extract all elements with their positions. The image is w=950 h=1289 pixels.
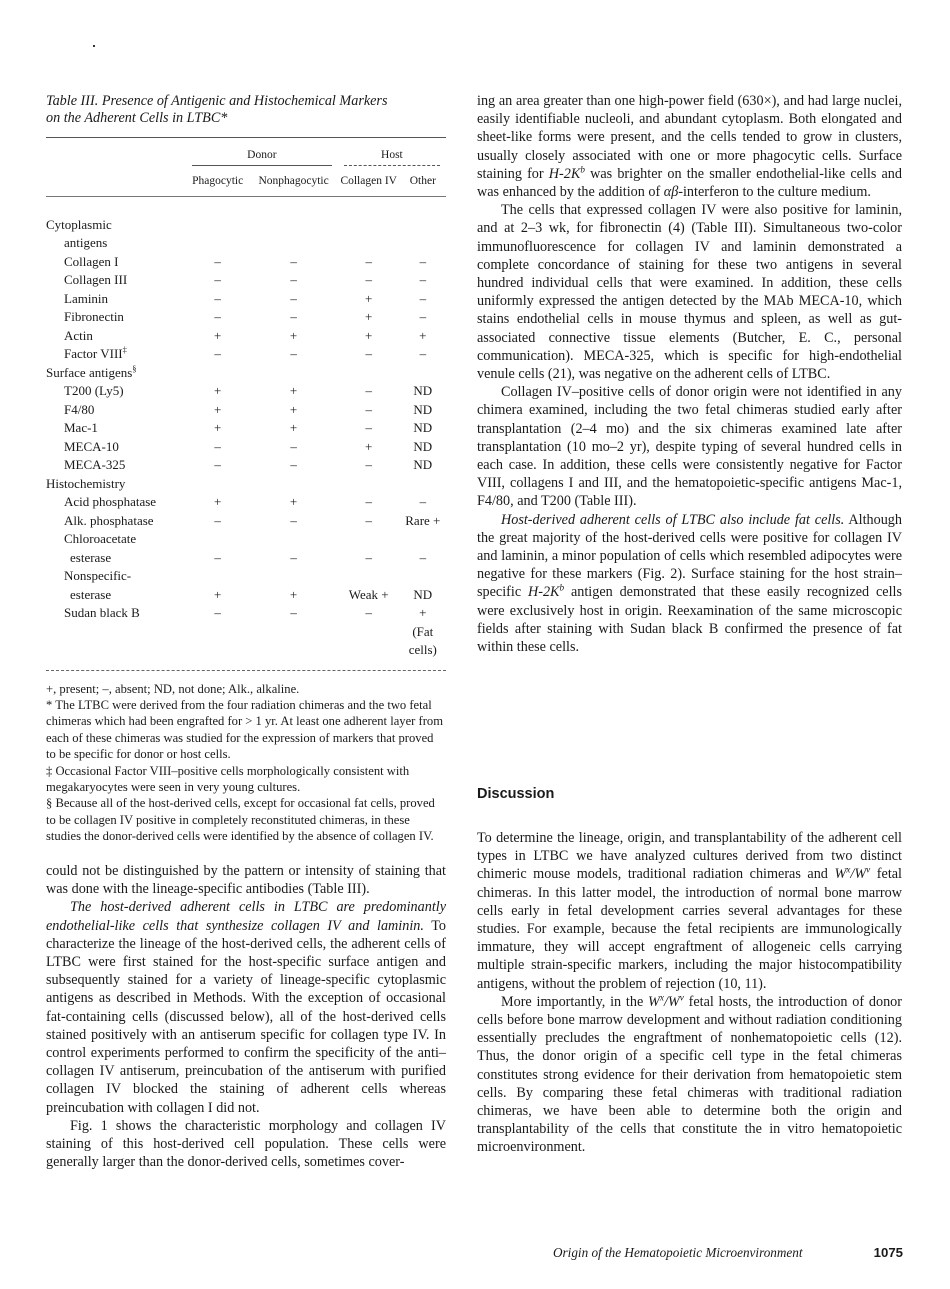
table-cell: – bbox=[365, 457, 372, 472]
footnote-marker: ‡ bbox=[122, 344, 127, 355]
running-title: Origin of the Hematopoietic Microenvironment bbox=[553, 1245, 803, 1260]
table-cell: + bbox=[289, 401, 298, 417]
table-cell: – bbox=[214, 512, 221, 528]
table-cell: – bbox=[365, 549, 372, 565]
table-cell: + bbox=[214, 494, 222, 509]
table-cell bbox=[186, 475, 249, 494]
table-row bbox=[46, 456, 446, 475]
table-cell: – bbox=[290, 512, 297, 528]
row-label bbox=[46, 290, 186, 309]
table-cell bbox=[186, 234, 249, 253]
paragraph-text: antigen demonstrated that these easily recognized cells were exclusively host in origin. Reexamination of the same microscopic fields after staining with Sudan black B confirmed the presence of fat within these cells. bbox=[477, 584, 902, 656]
genotype: W bbox=[667, 993, 680, 1010]
table-cell: + bbox=[289, 586, 298, 602]
genotype-separator: / bbox=[663, 993, 668, 1010]
table-cell bbox=[338, 567, 400, 586]
paragraph bbox=[46, 898, 446, 1116]
row-label-text: esterase bbox=[70, 549, 112, 565]
paragraph bbox=[477, 993, 902, 1157]
table-cell bbox=[249, 216, 337, 235]
row-label bbox=[46, 364, 186, 383]
paragraph: The cells that expressed collagen IV were also positive for laminin, and at 2–3 wk, for fibronectin (4) (Table III). Simultaneous two-color immunofluorescence for collagen IV and laminin demonstrated a complete concordance of staining for these two antigens in several hundred individual cells that were examined. In addition, these cells uniformly expressed the antigen detected by the MAb MECA-10, which stains endothelial cells in mouse thymus and spleen, as well as gut-associated connective tissue elements (Butcher, E. C., personal communication). MECA-325, which is specific for high-endothelial venule cells (21), was negative on the adherent cells of LTBC. bbox=[477, 202, 902, 383]
paragraph: Collagen IV–positive cells of donor origin were not identified in any chimera examined, including the two fetal chimeras studied early after transplantation (2–4 mo) and the six chimeras examined late after transplantation (10 mo–2 yr), despite typing of several hundred cells in each case. In addition, these cells were consistently negative for Factor VIII, collagens I and III, and the hematopoietic-specific antigens Mac-1, F4/80, and T200 (Table III). bbox=[477, 384, 902, 510]
row-label-text: Alk. phosphatase bbox=[64, 512, 154, 528]
row-label-text: Factor VIII bbox=[64, 346, 123, 361]
table-cell bbox=[186, 364, 249, 383]
table-body bbox=[46, 216, 446, 660]
table-cell: – bbox=[214, 605, 221, 620]
table-cell: + bbox=[365, 327, 373, 343]
table-cell: – bbox=[290, 438, 297, 454]
row-label-text: Cytoplasmic bbox=[46, 216, 112, 232]
table-cell: – bbox=[419, 290, 427, 306]
antigen-name: H-2K bbox=[548, 165, 581, 182]
table-cell: – bbox=[290, 253, 297, 269]
table-cell: ND bbox=[413, 383, 433, 398]
row-label bbox=[46, 216, 186, 235]
table-row bbox=[46, 308, 446, 327]
table-cell: – bbox=[290, 309, 297, 324]
table-cell: ND bbox=[413, 586, 433, 602]
table-row bbox=[46, 364, 446, 383]
table-cell: + bbox=[419, 605, 427, 620]
table-cell bbox=[338, 234, 400, 253]
table-cell: – bbox=[290, 457, 297, 472]
table-cell: – bbox=[290, 272, 297, 287]
table-cell: + bbox=[214, 327, 222, 343]
table-cell: – bbox=[214, 290, 221, 306]
table-row bbox=[46, 290, 446, 309]
table-cell: + bbox=[419, 327, 427, 343]
column-header: Phagocytic bbox=[186, 166, 249, 197]
superscript: x bbox=[659, 992, 664, 1003]
row-label bbox=[46, 604, 186, 623]
table-cell: ND bbox=[413, 420, 433, 435]
row-label-text: F4/80 bbox=[64, 401, 95, 417]
row-label bbox=[46, 549, 186, 568]
row-label bbox=[46, 475, 186, 494]
table-row bbox=[46, 567, 446, 586]
paragraph-text: To determine the lineage, origin, and transplantability of the adherent cell types in LTBC we have analyzed cultures derived from two distinct chimeric mouse models, traditional radiation chimeras and bbox=[477, 830, 902, 883]
table-cell: + bbox=[289, 494, 298, 509]
table-notes bbox=[46, 681, 446, 845]
column-header: Collagen IV bbox=[338, 166, 400, 197]
row-label-text: MECA-10 bbox=[64, 438, 119, 454]
table-cell: – bbox=[214, 549, 221, 565]
genotype-separator: / bbox=[850, 866, 855, 883]
column-group-donor: Donor bbox=[186, 138, 338, 166]
greek-symbols: αβ bbox=[663, 184, 679, 201]
superscript: v bbox=[866, 864, 871, 875]
page-number: 1075 bbox=[873, 1245, 903, 1260]
table-cell bbox=[249, 475, 337, 494]
table-cell: – bbox=[290, 549, 297, 565]
row-label bbox=[46, 345, 186, 364]
table-cell: (Fat cells) bbox=[408, 623, 437, 657]
table-cell bbox=[249, 567, 337, 586]
table-cell: – bbox=[290, 605, 297, 620]
footnote: ‡ Occasional Factor VIII–positive cells morphologically consistent with megakaryocytes were seen in very young cultures. bbox=[46, 763, 410, 794]
table-iii bbox=[46, 93, 446, 845]
row-label bbox=[46, 382, 186, 401]
table-cell: – bbox=[365, 420, 372, 435]
table-cell: – bbox=[419, 309, 427, 324]
table-cell: – bbox=[214, 272, 221, 287]
row-label bbox=[46, 623, 186, 660]
paragraph-text: ing an area greater than one high-power field (630×), and had large nuclei, easily identifiable nucleoli, and abundant cytoplasm. Both elongated and sheet-like forms were present, and the cells tended to grow in clusters, usually closely associated with one or more phagocytic cells. Surface staining for bbox=[477, 93, 902, 182]
table-row bbox=[46, 512, 446, 531]
table-title bbox=[46, 93, 446, 127]
superscript: b bbox=[580, 164, 585, 175]
row-label-text: Collagen III bbox=[64, 272, 128, 287]
table-cell: – bbox=[290, 290, 297, 306]
table-row bbox=[46, 327, 446, 346]
row-label bbox=[46, 586, 186, 605]
table-cell: + bbox=[365, 309, 373, 324]
paragraph-text: -interferon to the culture medium. bbox=[678, 184, 871, 201]
table-cell: – bbox=[419, 253, 427, 269]
table-title-line-1: Table III. Presence of Antigenic and Histochemical Markers bbox=[46, 93, 388, 109]
row-label-text: Chloroacetate bbox=[64, 531, 137, 546]
table-cell bbox=[186, 530, 249, 549]
table-cell: – bbox=[419, 549, 427, 565]
table-cell bbox=[400, 364, 446, 383]
row-label bbox=[46, 401, 186, 420]
table-cell bbox=[400, 234, 446, 253]
row-label-text: Surface antigens bbox=[46, 364, 133, 380]
row-label-text: Collagen I bbox=[64, 253, 119, 269]
table-row bbox=[46, 604, 446, 623]
table-cell: + bbox=[214, 420, 222, 435]
paragraph-text: fetal hosts, the introduction of donor cells before bone marrow development and without radiation conditioning essentially precludes the engraftment of nonhematopoietic cells (12). Thus, the donor origin of a specific cell type in the fetal chimeras constitutes strong evidence for their derivation from hematopoietic stem cells. By comparing these fetal chimeras with traditional radiation chimeras, we have been able to determine both the origin and transplantability of the cells that constitute the in vitro hematopoietic microenvironment. bbox=[477, 993, 902, 1156]
row-label bbox=[46, 512, 186, 531]
table-cell bbox=[338, 530, 400, 549]
paragraph-text: To characterize the lineage of the host-derived cells, the adherent cells of LTBC were first stained for the host-specific surface antigen and subsequently stained for a variety of lineage-specific cytoplasmic antigens as described in Methods. With the exception of occasional fat-containing cells (discussed below), all of the host-derived cells stained positively with an antiserum specific for collagen type IV. In control experiments performed to confirm the specificity of the anti–collagen IV antiserum, preincubation of the antiserum with purified collagen IV blocked the staining of adherent cells whereas preincubation with collagen I did not. bbox=[46, 917, 447, 1116]
table-cell: ND bbox=[413, 457, 433, 472]
table-cell: – bbox=[365, 253, 372, 269]
table-row bbox=[46, 382, 446, 401]
table-cell: – bbox=[365, 605, 372, 620]
paragraph-text: Although the great majority of the host-derived cells were positive for collagen IV and laminin, a minor population of cells which resembled adipocytes were negative for these markers (Fig. 2). Surface staining for the host strain–specific bbox=[477, 511, 902, 601]
superscript: b bbox=[559, 582, 565, 593]
row-label bbox=[46, 253, 186, 272]
antigen-name: H-2K bbox=[527, 584, 560, 601]
table-cell: – bbox=[290, 346, 297, 361]
table-cell: + bbox=[289, 383, 298, 398]
table-cell bbox=[186, 623, 249, 660]
table-row bbox=[46, 623, 446, 660]
row-label-text: Laminin bbox=[64, 290, 109, 306]
table-row bbox=[46, 345, 446, 364]
superscript: x bbox=[846, 864, 851, 875]
table-row bbox=[46, 234, 446, 253]
row-label-text: Histochemistry bbox=[46, 475, 126, 491]
page-footer bbox=[553, 1245, 903, 1261]
paragraph-text: More importantly, in the bbox=[501, 993, 649, 1010]
row-label-text: Actin bbox=[64, 327, 93, 343]
row-label-text: T200 (Ly5) bbox=[64, 383, 124, 398]
genotype: W bbox=[648, 993, 660, 1010]
row-label bbox=[46, 419, 186, 438]
footnote: § Because all of the host-derived cells, except for occasional fat cells, proved to be collagen IV positive in completely reconstituted chimeras, in these studies the donor-derived cells were identified by the absence of collagen IV. bbox=[46, 796, 435, 844]
table-cell bbox=[400, 216, 446, 235]
paragraph-text: fetal chimeras. In this latter model, the introduction of normal bone marrow cells early in fetal development carries several advantages for these studies. For example, because the fetal recipients are immunologically immature, they will accept engraftment of allogeneic cells carrying multiple strain-specific markers, including the major histocompatibility antigens, without the problem of rejection (10, 11). bbox=[477, 866, 902, 992]
markers-table bbox=[46, 138, 446, 660]
table-row bbox=[46, 271, 446, 290]
table-cell: – bbox=[419, 346, 427, 361]
row-label bbox=[46, 234, 186, 253]
row-label-text: antigens bbox=[64, 235, 108, 250]
discussion-text bbox=[477, 829, 902, 1157]
paragraph: Fig. 1 shows the characteristic morphology and collagen IV staining of this host-derived cell population. These cells were generally larger than the donor-derived cells, sometimes cover- bbox=[46, 1117, 446, 1171]
table-bottom-rule bbox=[46, 670, 446, 671]
table-row bbox=[46, 549, 446, 568]
row-label bbox=[46, 308, 186, 327]
table-cell: ND bbox=[413, 438, 433, 454]
stray-mark bbox=[93, 45, 95, 47]
paragraph bbox=[477, 511, 902, 657]
table-cell bbox=[338, 623, 400, 660]
table-cell bbox=[338, 364, 400, 383]
row-label-text: Acid phosphatase bbox=[64, 494, 157, 509]
table-cell: + bbox=[365, 290, 373, 306]
paragraph bbox=[477, 92, 902, 201]
table-row bbox=[46, 401, 446, 420]
row-label-text: Mac-1 bbox=[64, 420, 98, 435]
table-cell: Rare + bbox=[405, 512, 441, 528]
run-in-heading: Host-derived adherent cells of LTBC also include fat cells. bbox=[501, 511, 845, 528]
table-cell: + bbox=[289, 420, 298, 435]
table-cell: – bbox=[214, 346, 221, 361]
superscript: v bbox=[679, 992, 684, 1003]
column-header: Other bbox=[400, 166, 446, 197]
table-cell: + bbox=[214, 383, 222, 398]
paragraph-text: was brighter on the smaller endothelial-like cells and was enhanced by the addition of bbox=[477, 165, 902, 201]
row-label-text: Nonspecific- bbox=[64, 568, 132, 583]
table-cell: + bbox=[214, 401, 222, 417]
table-cell bbox=[400, 567, 446, 586]
table-cell: – bbox=[365, 383, 372, 398]
run-in-heading: The host-derived adherent cells in LTBC are predominantly endothelial-like cells that synthesize collagen IV and laminin. bbox=[46, 899, 446, 934]
table-cell: – bbox=[365, 272, 372, 287]
row-label bbox=[46, 567, 186, 586]
table-cell bbox=[249, 530, 337, 549]
table-cell: + bbox=[214, 586, 222, 602]
table-row bbox=[46, 216, 446, 235]
table-cell: – bbox=[365, 401, 372, 417]
table-row bbox=[46, 493, 446, 512]
table-row bbox=[46, 438, 446, 457]
column-group-host: Host bbox=[338, 138, 446, 166]
table-cell bbox=[400, 475, 446, 494]
table-legend: +, present; –, absent; ND, not done; Alk., alkaline. bbox=[46, 681, 300, 696]
table-cell: – bbox=[365, 512, 372, 528]
table-cell: – bbox=[214, 457, 221, 472]
table-title-line-2: on the Adherent Cells in LTBC* bbox=[46, 110, 228, 126]
table-cell bbox=[338, 216, 400, 235]
right-body-text bbox=[477, 92, 902, 656]
table-cell bbox=[186, 216, 249, 235]
table-cell: Weak + bbox=[348, 586, 389, 602]
table-cell: – bbox=[214, 253, 221, 269]
footnote: * The LTBC were derived from the four radiation chimeras and the two fetal chimeras which had been engrafted for > 1 yr. At least one adherent layer from each of these chimeras was studied for the expression of markers that proved to be specific for donor or host cells. bbox=[46, 697, 444, 762]
table-cell: – bbox=[214, 309, 221, 324]
row-label-text: Sudan black B bbox=[64, 605, 140, 620]
table-cell bbox=[338, 475, 400, 494]
row-label-text: Fibronectin bbox=[64, 309, 124, 324]
row-label bbox=[46, 530, 186, 549]
table-cell: – bbox=[214, 438, 221, 454]
table-cell: + bbox=[289, 327, 298, 343]
paragraph bbox=[477, 829, 902, 993]
table-cell bbox=[249, 364, 337, 383]
left-body-text bbox=[46, 862, 446, 1171]
section-heading-discussion: Discussion bbox=[477, 786, 555, 802]
row-label bbox=[46, 438, 186, 457]
genotype: W bbox=[854, 866, 867, 883]
paragraph: could not be distinguished by the pattern or intensity of staining that was done with the lineage-specific antibodies (Table III). bbox=[46, 863, 446, 898]
table-row bbox=[46, 530, 446, 549]
row-label bbox=[46, 456, 186, 475]
table-cell: – bbox=[419, 494, 427, 509]
row-label bbox=[46, 493, 186, 512]
table-row bbox=[46, 586, 446, 605]
table-cell bbox=[249, 623, 337, 660]
row-label-text: esterase bbox=[70, 586, 112, 602]
table-cell: – bbox=[365, 494, 372, 509]
row-label bbox=[46, 271, 186, 290]
row-label-text: MECA-325 bbox=[64, 457, 126, 472]
table-cell: – bbox=[365, 346, 372, 361]
table-row bbox=[46, 253, 446, 272]
table-row bbox=[46, 475, 446, 494]
row-label bbox=[46, 327, 186, 346]
footnote-marker: § bbox=[132, 363, 137, 374]
table-cell bbox=[249, 234, 337, 253]
table-cell: – bbox=[419, 272, 427, 287]
table-cell bbox=[186, 567, 249, 586]
column-header: Nonphagocytic bbox=[249, 166, 337, 197]
genotype: W bbox=[834, 866, 847, 883]
table-cell: + bbox=[365, 438, 373, 454]
table-cell bbox=[400, 530, 446, 549]
table-row bbox=[46, 419, 446, 438]
table-cell: ND bbox=[413, 401, 433, 417]
